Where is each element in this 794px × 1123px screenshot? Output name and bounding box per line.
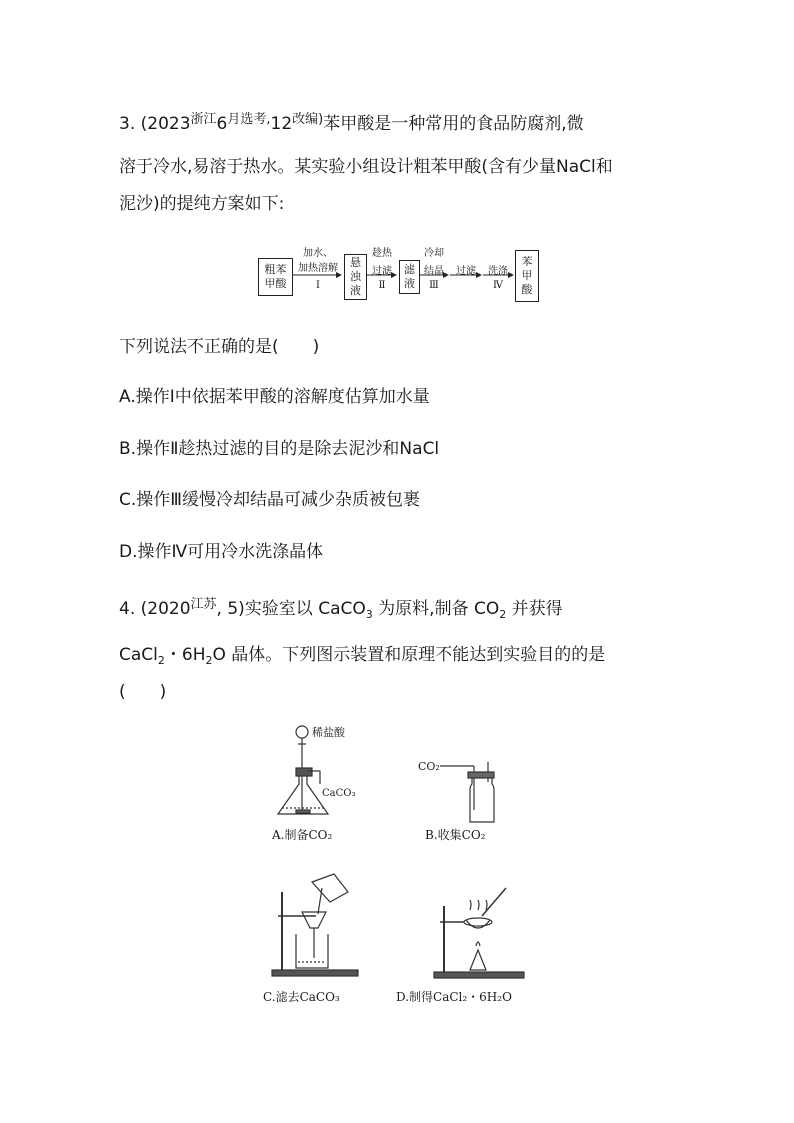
q3-option-b: B.操作Ⅱ趁热过滤的目的是除去泥沙和NaCl: [119, 439, 440, 459]
box-filtrate: [399, 260, 420, 294]
box2-line2: 浊: [350, 270, 361, 283]
step1-roman: Ⅰ: [316, 280, 320, 291]
q4-line2: [119, 644, 605, 668]
q3-line2: 溶于冷水,易溶于热水。某实验小组设计粗苯甲酸(含有少量NaCl和: [119, 157, 613, 177]
q4-source-province: 江苏: [190, 597, 217, 612]
step3-roman: Ⅲ: [429, 280, 439, 291]
figure-a-solid-label: CaCO₃: [322, 788, 356, 799]
q4-line1-part3: 并获得: [506, 599, 563, 619]
q4-source-index: , 5): [216, 599, 245, 619]
box1-line1: 粗苯: [264, 263, 287, 276]
q4-line2-part1: CaCl: [119, 645, 158, 665]
purification-flowchart: [254, 242, 544, 304]
q4-line2-part2: ・6H: [164, 645, 206, 665]
figure-b-gas-label: CO₂: [418, 760, 440, 773]
q4-line1-sub1: 3: [365, 608, 373, 621]
q3-line1: [119, 113, 584, 137]
box3-line1: 滤: [404, 263, 415, 276]
q3-option-a: A.操作Ⅰ中依据苯甲酸的溶解度估算加水量: [119, 387, 430, 407]
figure-a-reagent-label: 稀盐酸: [312, 726, 345, 739]
q4-line3: ( ): [119, 682, 167, 702]
figure-b-caption: B.收集CO₂: [425, 828, 486, 842]
q3-source-province: 浙江: [190, 112, 217, 127]
q4-line1-part2: 为原料,制备 CO: [372, 599, 500, 619]
q3-option-d: D.操作Ⅳ可用冷水洗涤晶体: [119, 542, 324, 562]
q4-line1-part1: 实验室以 CaCO: [244, 599, 366, 619]
step1-label-line2: 加热溶解: [298, 263, 338, 274]
step2-roman: Ⅱ: [378, 280, 386, 291]
figure-a-apparatus: [268, 722, 368, 822]
step3-label-mid: 结晶: [424, 266, 444, 277]
q4-line2-sub1: 2: [157, 654, 165, 667]
figure-d-caption: D.制得CaCl₂・6H₂O: [396, 990, 512, 1004]
figure-b-apparatus: [418, 750, 508, 826]
box4-line3: 酸: [521, 283, 533, 296]
q3-source-index: 12: [270, 114, 293, 134]
q4-line1: [119, 598, 563, 622]
step5-label-top: 洗涤: [488, 266, 508, 277]
q3-source-adapted: 改编): [292, 112, 324, 127]
q4-line2-sub2: 2: [205, 654, 213, 667]
q4-line1-sub2: 2: [499, 608, 507, 621]
q3-line1-text: 苯甲酸是一种常用的食品防腐剂,微: [323, 114, 584, 134]
figure-c-apparatus: [268, 872, 368, 982]
step2-label-top: 趁热: [372, 248, 392, 259]
q3-source-month: 6: [216, 114, 228, 134]
box-crude-benzoic-acid: [258, 258, 293, 296]
q3-line3: 泥沙)的提纯方案如下:: [119, 194, 285, 214]
figure-c-caption: C.滤去CaCO₃: [263, 990, 340, 1004]
figure-a-caption: A.制备CO₂: [272, 828, 333, 842]
box-suspension: [344, 254, 367, 300]
q4-line2-part3: O 晶体。下列图示装置和原理不能达到实验目的的是: [212, 645, 606, 665]
step2-label-mid: 过滤: [372, 266, 392, 277]
figure-d-apparatus: [430, 882, 540, 982]
box2-line3: 液: [350, 284, 361, 297]
box-benzoic-acid: [515, 250, 539, 302]
step4-label: 过滤: [456, 266, 476, 277]
box1-line2: 甲酸: [264, 277, 287, 290]
q4-number: 4. (2020: [119, 599, 191, 619]
step1-label-line1: 加水、: [303, 248, 333, 259]
step3-label-top: 冷却: [424, 248, 444, 259]
step5-roman: Ⅳ: [493, 280, 503, 291]
q3-question: 下列说法不正确的是( ): [119, 337, 320, 357]
q3-source-exam: 月选考,: [227, 112, 271, 127]
step1-label-top: [296, 244, 340, 274]
box4-line1: 苯: [521, 255, 533, 268]
box3-line2: 液: [404, 277, 415, 290]
box4-line2: 甲: [521, 269, 533, 282]
q3-option-c: C.操作Ⅲ缓慢冷却结晶可减少杂质被包裹: [119, 490, 420, 510]
box2-line1: 悬: [350, 256, 361, 269]
q3-number: 3. (2023: [119, 114, 191, 134]
